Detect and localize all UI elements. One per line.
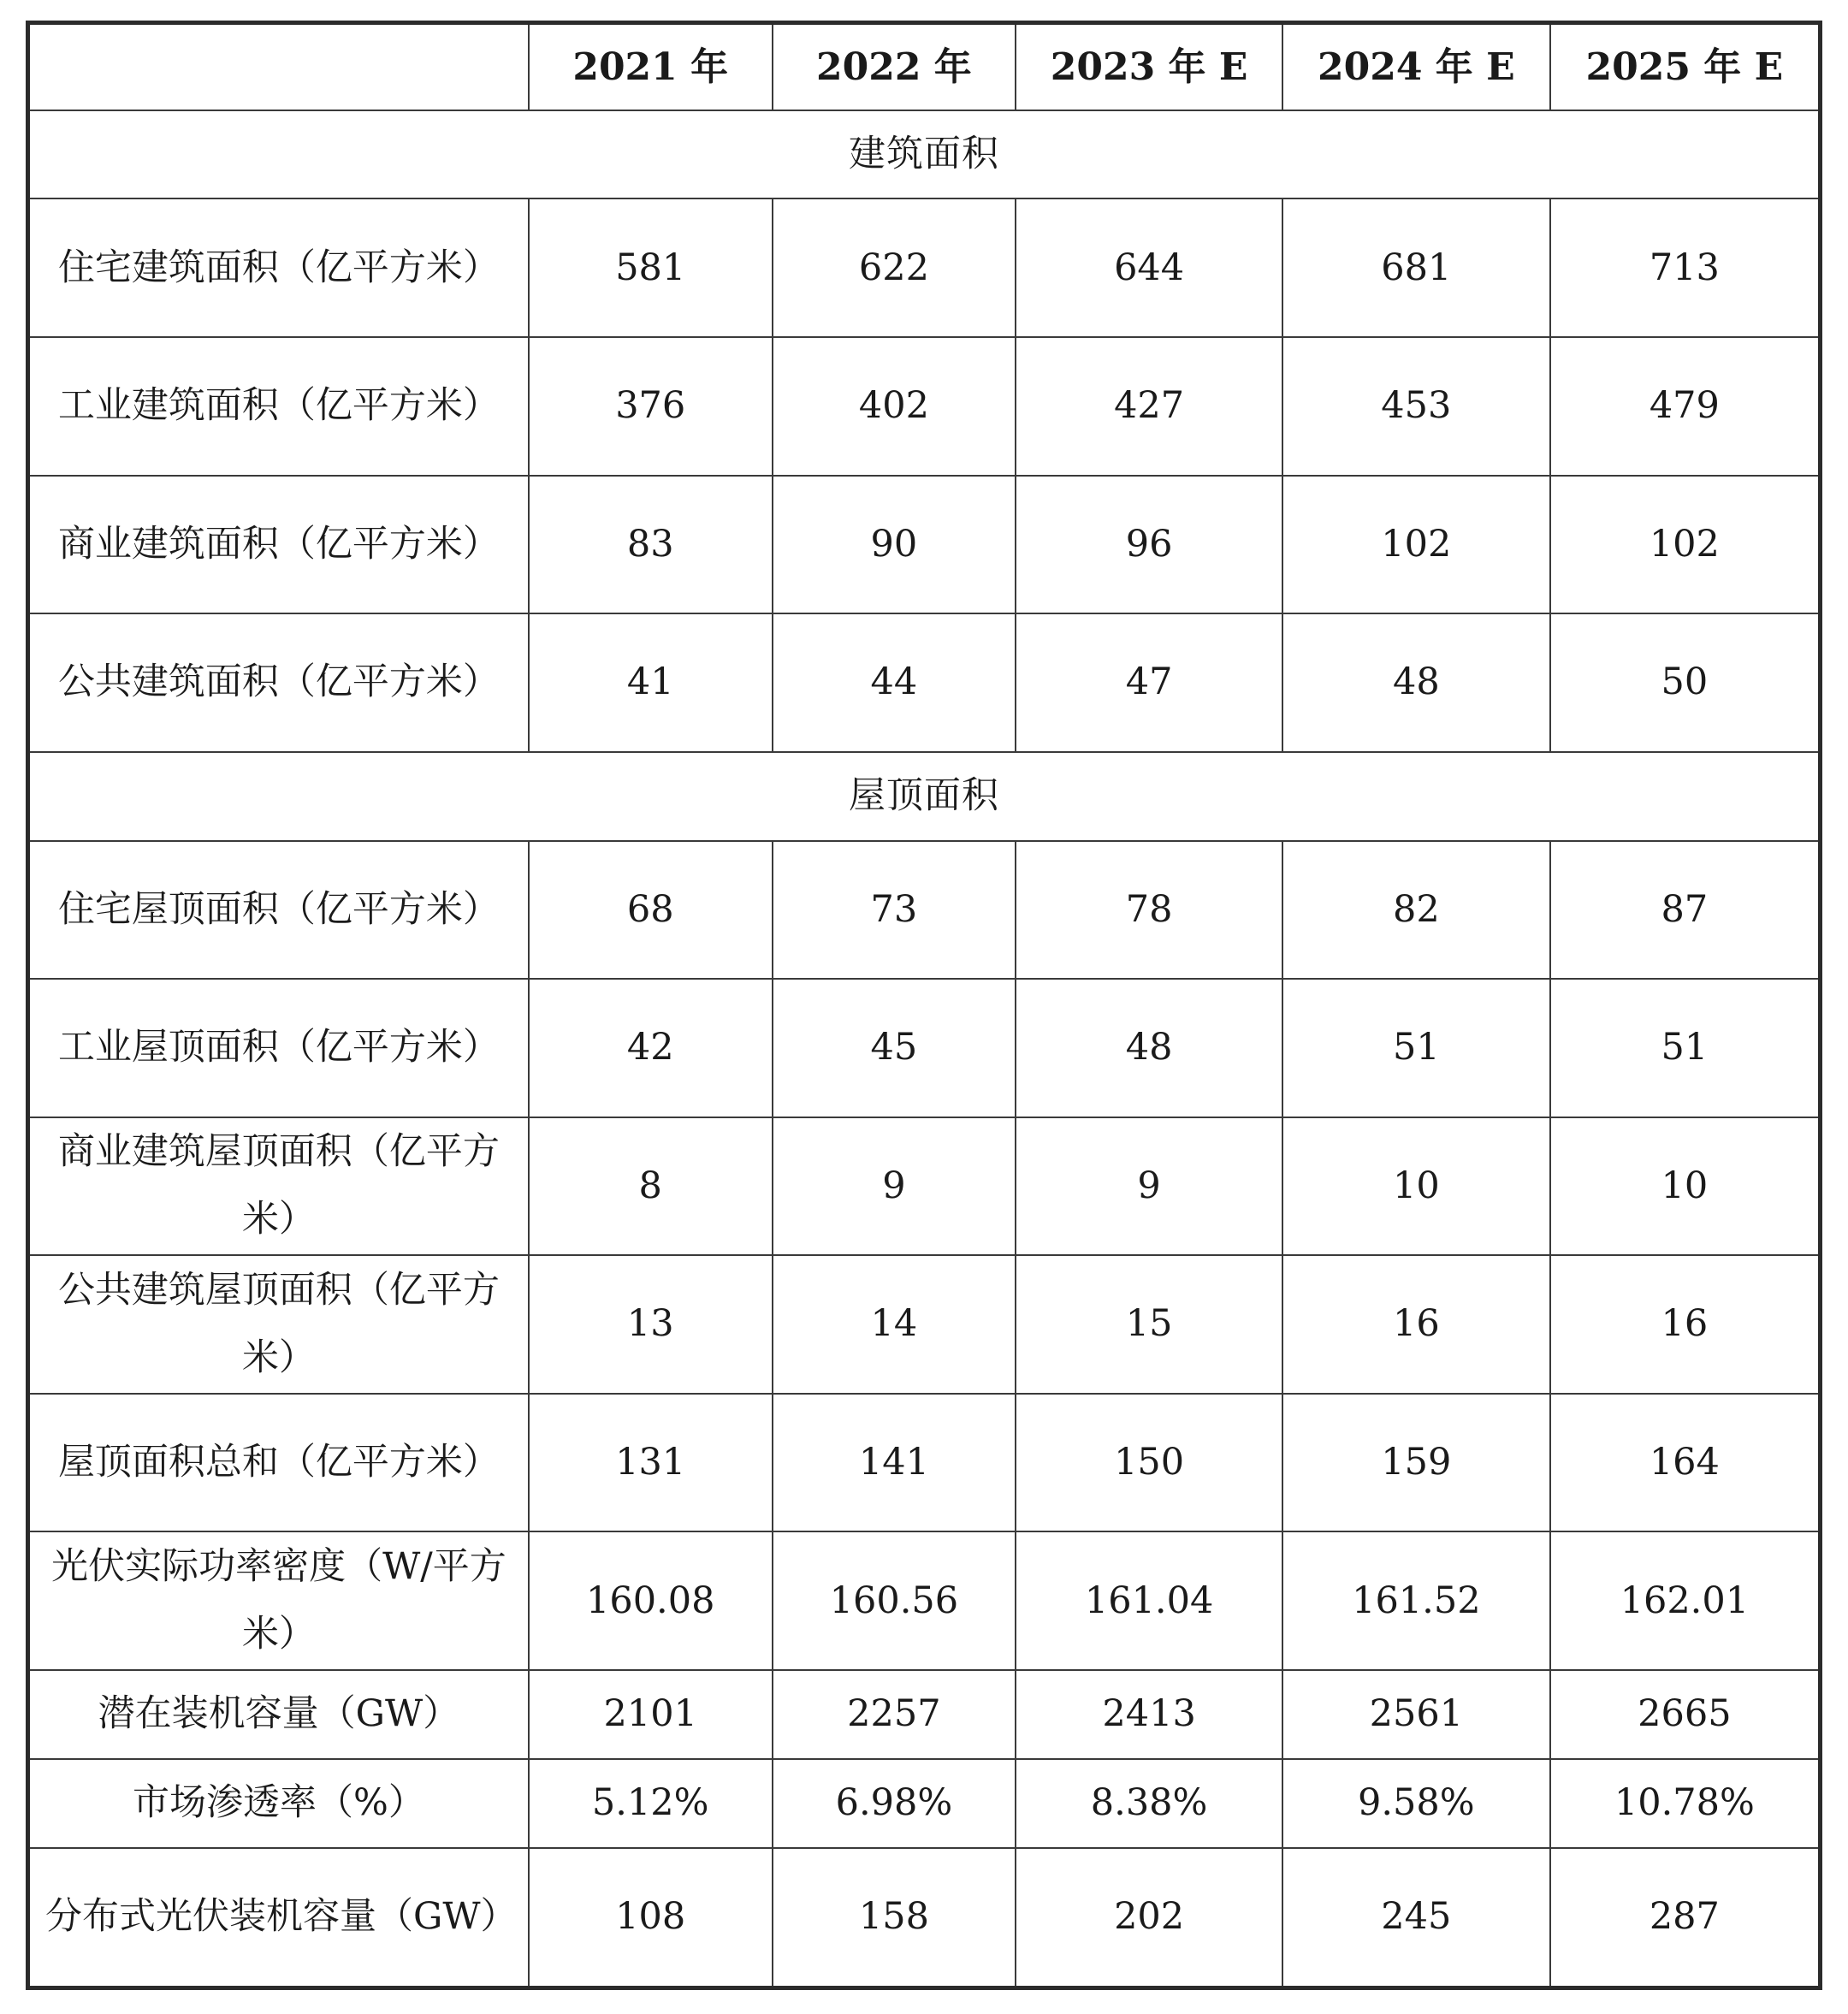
table-row: [28, 979, 1821, 1117]
table-cell: 160.56: [773, 1531, 1016, 1670]
table-cell: 41: [529, 613, 773, 752]
table-cell: 48: [1282, 613, 1550, 752]
table-cell: 158: [773, 1848, 1016, 1988]
table-cell: 453: [1282, 337, 1550, 476]
table-row: [28, 841, 1821, 980]
table-cell: 2413: [1016, 1670, 1282, 1759]
table-row: [28, 1531, 1821, 1670]
table-cell: 90: [773, 476, 1016, 614]
table-cell: 51: [1282, 979, 1550, 1117]
table-cell: 10.78%: [1550, 1759, 1821, 1848]
table-row: [28, 1848, 1821, 1988]
row-label: 潜在装机容量（GW）: [28, 1670, 529, 1759]
table-cell: 68: [529, 841, 773, 980]
table-cell: 427: [1016, 337, 1282, 476]
data-table: [26, 21, 1822, 1990]
row-label: 公共建筑面积（亿平方米）: [28, 613, 529, 752]
table-cell: 681: [1282, 198, 1550, 337]
table-cell: 245: [1282, 1848, 1550, 1988]
table-cell: 73: [773, 841, 1016, 980]
table-cell: 8: [529, 1117, 773, 1256]
table-cell: 48: [1016, 979, 1282, 1117]
row-label: 工业屋顶面积（亿平方米）: [28, 979, 529, 1117]
table-cell: 287: [1550, 1848, 1821, 1988]
row-label: 光伏实际功率密度（W/平方米）: [28, 1531, 529, 1670]
table-row: [28, 476, 1821, 614]
table-cell: 150: [1016, 1394, 1282, 1532]
table-row: [28, 1759, 1821, 1848]
table-cell: 44: [773, 613, 1016, 752]
table-cell: 9: [1016, 1117, 1282, 1256]
table-row: [28, 1670, 1821, 1759]
header-cell-2021: 2021 年: [529, 23, 773, 110]
table-cell: 15: [1016, 1255, 1282, 1394]
table-row: [28, 613, 1821, 752]
table-cell: 2257: [773, 1670, 1016, 1759]
table-cell: 47: [1016, 613, 1282, 752]
row-label: 公共建筑屋顶面积（亿平方米）: [28, 1255, 529, 1394]
table-cell: 16: [1550, 1255, 1821, 1394]
table-cell: 50: [1550, 613, 1821, 752]
table-cell: 159: [1282, 1394, 1550, 1532]
table-cell: 8.38%: [1016, 1759, 1282, 1848]
header-row: [28, 23, 1821, 110]
table-cell: 108: [529, 1848, 773, 1988]
table-cell: 202: [1016, 1848, 1282, 1988]
table-cell: 45: [773, 979, 1016, 1117]
table-row: [28, 198, 1821, 337]
table-cell: 42: [529, 979, 773, 1117]
section-title-building-area: 建筑面积: [28, 110, 1821, 199]
row-label: 屋顶面积总和（亿平方米）: [28, 1394, 529, 1532]
table-cell: 13: [529, 1255, 773, 1394]
table-cell: 102: [1550, 476, 1821, 614]
table-cell: 479: [1550, 337, 1821, 476]
table-row: [28, 337, 1821, 476]
table-cell: 141: [773, 1394, 1016, 1532]
section-row: [28, 752, 1821, 841]
table-row: [28, 1255, 1821, 1394]
table-cell: 402: [773, 337, 1016, 476]
row-label: 住宅建筑面积（亿平方米）: [28, 198, 529, 337]
header-cell-2023e: 2023 年 E: [1016, 23, 1282, 110]
row-label: 市场渗透率（%）: [28, 1759, 529, 1848]
table-cell: 162.01: [1550, 1531, 1821, 1670]
header-cell-2024e: 2024 年 E: [1282, 23, 1550, 110]
table-cell: 10: [1550, 1117, 1821, 1256]
header-cell-2022: 2022 年: [773, 23, 1016, 110]
table-cell: 10: [1282, 1117, 1550, 1256]
table-cell: 164: [1550, 1394, 1821, 1532]
section-title-roof-area: 屋顶面积: [28, 752, 1821, 841]
table-cell: 9.58%: [1282, 1759, 1550, 1848]
table-cell: 51: [1550, 979, 1821, 1117]
table-cell: 2561: [1282, 1670, 1550, 1759]
table-cell: 376: [529, 337, 773, 476]
header-cell-2025e: 2025 年 E: [1550, 23, 1821, 110]
table-cell: 16: [1282, 1255, 1550, 1394]
table-cell: 82: [1282, 841, 1550, 980]
table-cell: 2665: [1550, 1670, 1821, 1759]
table-cell: 6.98%: [773, 1759, 1016, 1848]
table-cell: 713: [1550, 198, 1821, 337]
table-cell: 83: [529, 476, 773, 614]
header-cell-corner: [28, 23, 529, 110]
table-cell: 161.04: [1016, 1531, 1282, 1670]
table-cell: 9: [773, 1117, 1016, 1256]
table-cell: 581: [529, 198, 773, 337]
row-label: 商业建筑屋顶面积（亿平方米）: [28, 1117, 529, 1256]
table-cell: 160.08: [529, 1531, 773, 1670]
table-cell: 2101: [529, 1670, 773, 1759]
table-cell: 644: [1016, 198, 1282, 337]
section-row: [28, 110, 1821, 199]
table-cell: 96: [1016, 476, 1282, 614]
table-cell: 5.12%: [529, 1759, 773, 1848]
table-cell: 78: [1016, 841, 1282, 980]
table-row: [28, 1394, 1821, 1532]
table-row: [28, 1117, 1821, 1256]
table-cell: 87: [1550, 841, 1821, 980]
table-cell: 161.52: [1282, 1531, 1550, 1670]
row-label: 商业建筑面积（亿平方米）: [28, 476, 529, 614]
row-label: 分布式光伏装机容量（GW）: [28, 1848, 529, 1988]
table-cell: 622: [773, 198, 1016, 337]
table-cell: 131: [529, 1394, 773, 1532]
row-label: 住宅屋顶面积（亿平方米）: [28, 841, 529, 980]
table-cell: 102: [1282, 476, 1550, 614]
table-cell: 14: [773, 1255, 1016, 1394]
row-label: 工业建筑面积（亿平方米）: [28, 337, 529, 476]
